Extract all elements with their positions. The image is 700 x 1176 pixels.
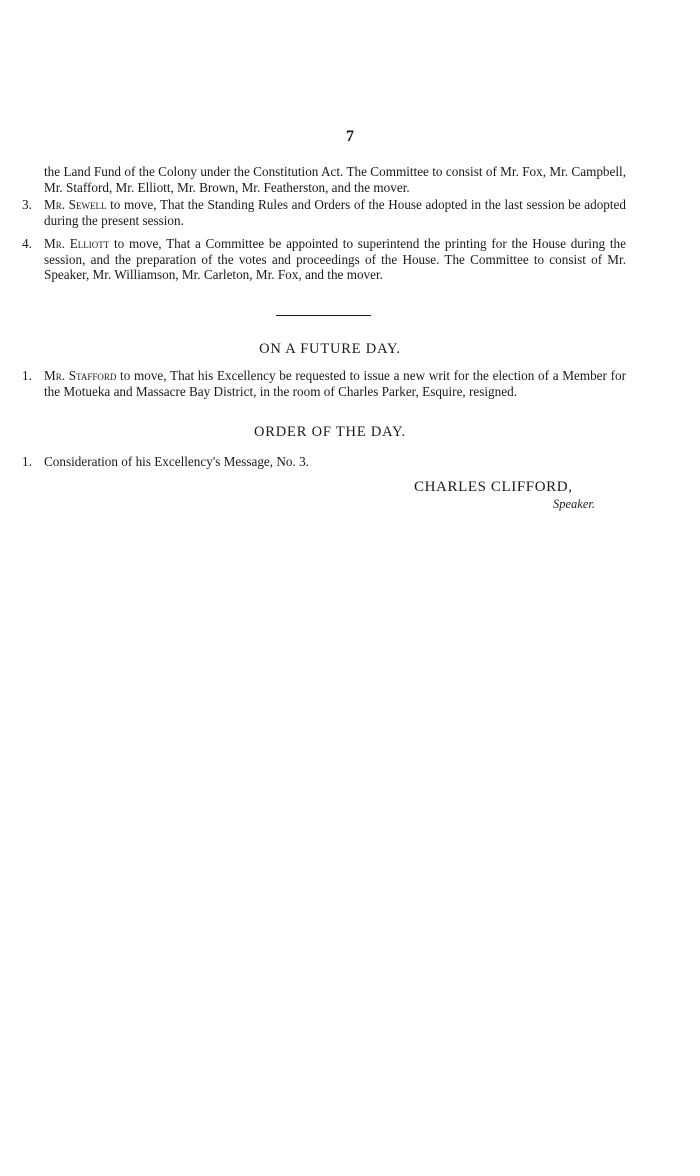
page-number: 7 — [346, 128, 354, 145]
order-of-day-item — [22, 454, 626, 470]
motion-number: 4. — [22, 236, 32, 251]
motion-mover: Mr. Stafford — [44, 368, 117, 383]
motion-number: 3. — [22, 197, 32, 212]
order-text: Consideration of his Excellency's Message, No. 3. — [44, 454, 309, 469]
motion-text: to move, That his Excellency be requested to issue a new writ for the election of a Member for the Motueka and Massacre Bay District, in the room of Charles Parker, Esquire, resigned. — [44, 368, 626, 399]
signature-name: CHARLES CLIFFORD, — [414, 479, 573, 495]
motion-mover: Mr. Sewell — [44, 197, 107, 212]
motion-text: to move, That the Standing Rules and Orders of the House adopted in the last session be adopted during the present session. — [44, 197, 626, 228]
signature-title: Speaker. — [553, 497, 595, 511]
motion-continuation — [22, 164, 626, 195]
motion-text: to move, That a Committee be appointed to superintend the printing for the House during the session, and the preparation of the votes and proceedings of the House. The Committee to consist of Mr. Speaker, Mr. Williamson, Mr. Carleton, Mr. Fox, and the mover. — [44, 236, 626, 283]
motion-item-3 — [22, 197, 626, 228]
motion-number: 1. — [22, 368, 32, 383]
order-of-day-heading: ORDER OF THE DAY. — [254, 424, 406, 440]
motion-mover: Mr. Elliott — [44, 236, 110, 251]
continuation-text: the Land Fund of the Colony under the Constitution Act. The Committee to consist of Mr. Fox, Mr. Campbell, Mr. Stafford, Mr. Elliott, Mr. Brown, Mr. Featherston, and the mover. — [44, 164, 626, 195]
section-divider — [276, 315, 371, 316]
order-number: 1. — [22, 454, 32, 469]
motion-item-4 — [22, 236, 626, 283]
future-day-motion — [22, 368, 626, 399]
future-day-heading: ON A FUTURE DAY. — [259, 341, 401, 357]
